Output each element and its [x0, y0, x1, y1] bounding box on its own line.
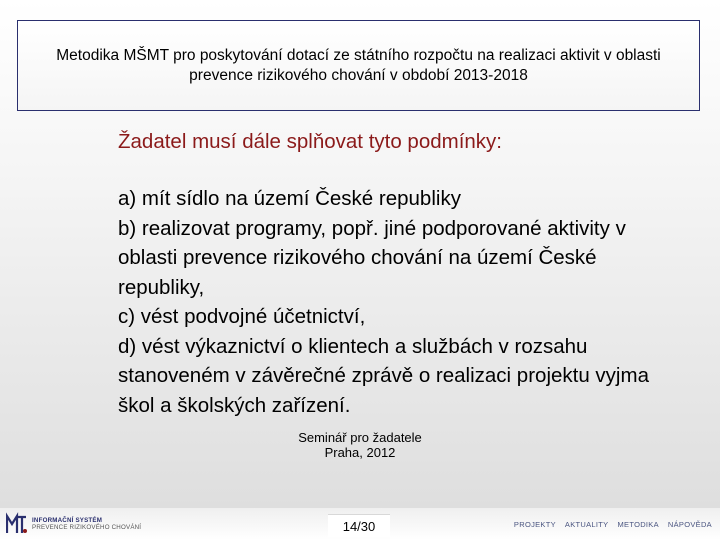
seminar-place-date: Praha, 2012 — [324, 445, 396, 460]
nav-projekty[interactable]: PROJEKTY — [513, 520, 556, 529]
msmt-logo-icon — [6, 512, 28, 536]
conditions-list — [118, 184, 688, 420]
slide-title: Metodika MŠMT pro poskytování dotací ze státního rozpočtu na realizaci aktivit v oblasti prevence rizikového chování v období 2013-2018 — [56, 46, 661, 84]
condition-item: c) vést podvojné účetnictví, — [118, 305, 366, 328]
footer-logo[interactable] — [6, 512, 141, 536]
footer-bar — [0, 508, 720, 540]
footer-nav — [514, 520, 712, 529]
nav-aktuality[interactable]: AKTUALITY — [564, 520, 609, 529]
condition-item: a) mít sídlo na území České republiky — [118, 187, 461, 210]
logo-line-1: INFORMAČNÍ SYSTÉM — [32, 516, 103, 524]
logo-line-2: PREVENCE RIZIKOVÉHO CHOVÁNÍ — [32, 524, 142, 531]
nav-metodika[interactable]: METODIKA — [617, 520, 659, 529]
page-number: 14/30 — [328, 514, 390, 537]
seminar-caption — [260, 430, 460, 460]
conditions-lead: Žadatel musí dále splňovat tyto podmínky: — [118, 130, 503, 153]
condition-item: b) realizovat programy, popř. jiné podporované aktivity v oblasti prevence rizikového chování na území České republiky, — [118, 216, 626, 299]
condition-item: d) vést výkaznictví o klientech a službách v rozsahu stanoveném v závěrečné zprávě o realizaci projektu vyjma škol a školských zařízení. — [118, 334, 649, 417]
nav-napoveda[interactable]: NÁPOVĚDA — [667, 520, 712, 529]
seminar-title: Seminář pro žadatele — [298, 430, 422, 445]
slide-header — [17, 20, 700, 111]
